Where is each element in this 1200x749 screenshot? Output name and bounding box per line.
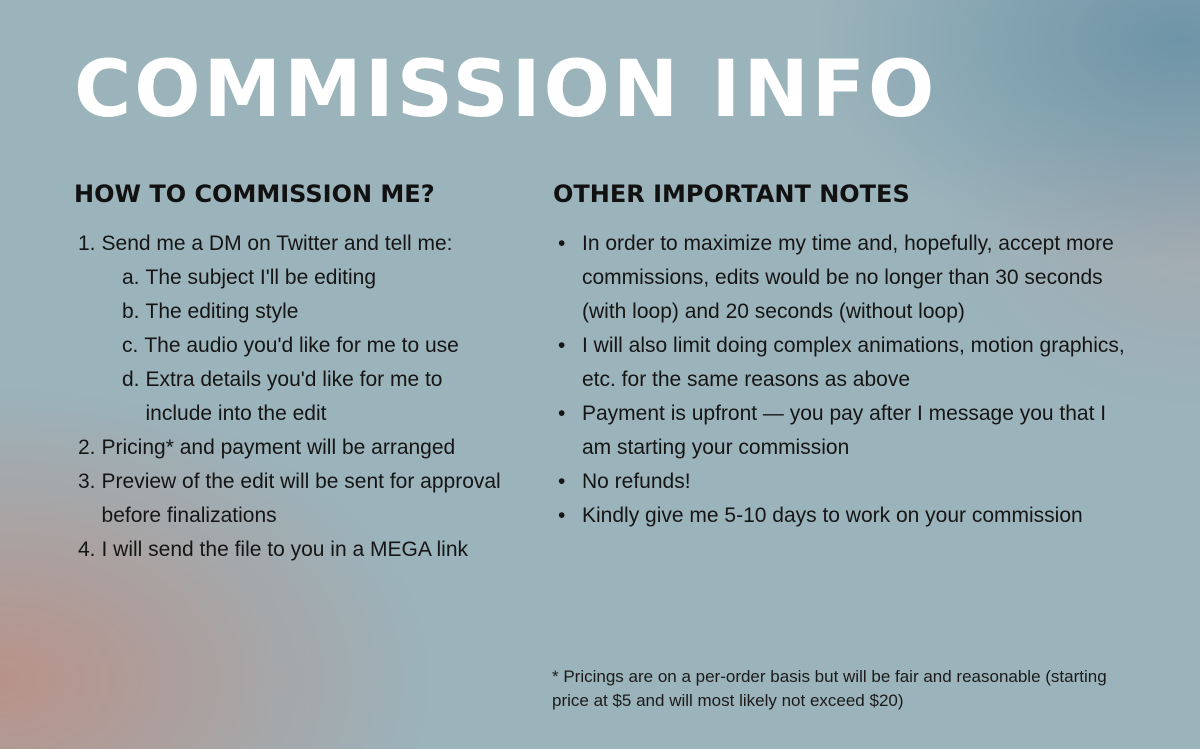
substep-text: The subject I'll be editing [145,266,376,289]
note-item [558,397,1128,465]
step-number: 1. [78,232,96,255]
bullet-icon: • [558,334,566,357]
step-item [78,465,508,533]
bullet-icon: • [558,232,566,255]
bullet-icon: • [558,470,566,493]
important-notes-heading: OTHER IMPORTANT NOTES [553,180,910,208]
substep-letter: a. [122,266,140,289]
substep-text: Extra details you'd like for me to include into the edit [145,368,443,425]
step-item [78,227,508,261]
step-text: I will send the file to you in a MEGA link [101,538,469,561]
substep-letter: b. [122,300,140,323]
note-text: Kindly give me 5-10 days to work on your commission [582,504,1083,527]
substep-item [122,295,508,329]
substep-item [122,261,508,295]
step-item [78,533,508,567]
bullet-icon: • [558,504,566,527]
bullet-icon: • [558,402,566,425]
step-text: Preview of the edit will be sent for approval before finalizations [101,470,501,527]
substep-item [122,363,508,431]
substep-text: The editing style [145,300,299,323]
page-title: COMMISSION INFO [74,45,938,135]
note-item [558,329,1128,397]
note-item [558,227,1128,329]
how-to-commission-heading: HOW TO COMMISSION ME? [74,180,435,208]
step-number: 3. [78,470,96,493]
substep-item [122,329,508,363]
pricing-footnote: * Pricings are on a per-order basis but will be fair and reasonable (starting price at $5 and will most likely not exceed $20) [552,667,1107,710]
note-text: No refunds! [582,470,691,493]
step-text: Send me a DM on Twitter and tell me: [101,232,453,255]
step-number: 2. [78,436,96,459]
note-text: Payment is upfront — you pay after I message you that I am starting your commission [582,402,1107,459]
step-text: Pricing* and payment will be arranged [101,436,456,459]
step-number: 4. [78,538,96,561]
note-item [558,499,1128,533]
substep-letter: d. [122,368,140,391]
step-item [78,431,508,465]
note-text: I will also limit doing complex animations, motion graphics, etc. for the same reasons as above [582,334,1125,391]
substep-letter: c. [122,334,139,357]
note-text: In order to maximize my time and, hopefully, accept more commissions, edits would be no longer than 30 seconds (with loop) and 20 seconds (without loop) [582,232,1114,323]
important-notes-list [558,227,1128,533]
commission-steps-list [78,227,508,567]
substep-text: The audio you'd like for me to use [144,334,459,357]
note-item [558,465,1128,499]
step-1-sublist [122,261,508,431]
